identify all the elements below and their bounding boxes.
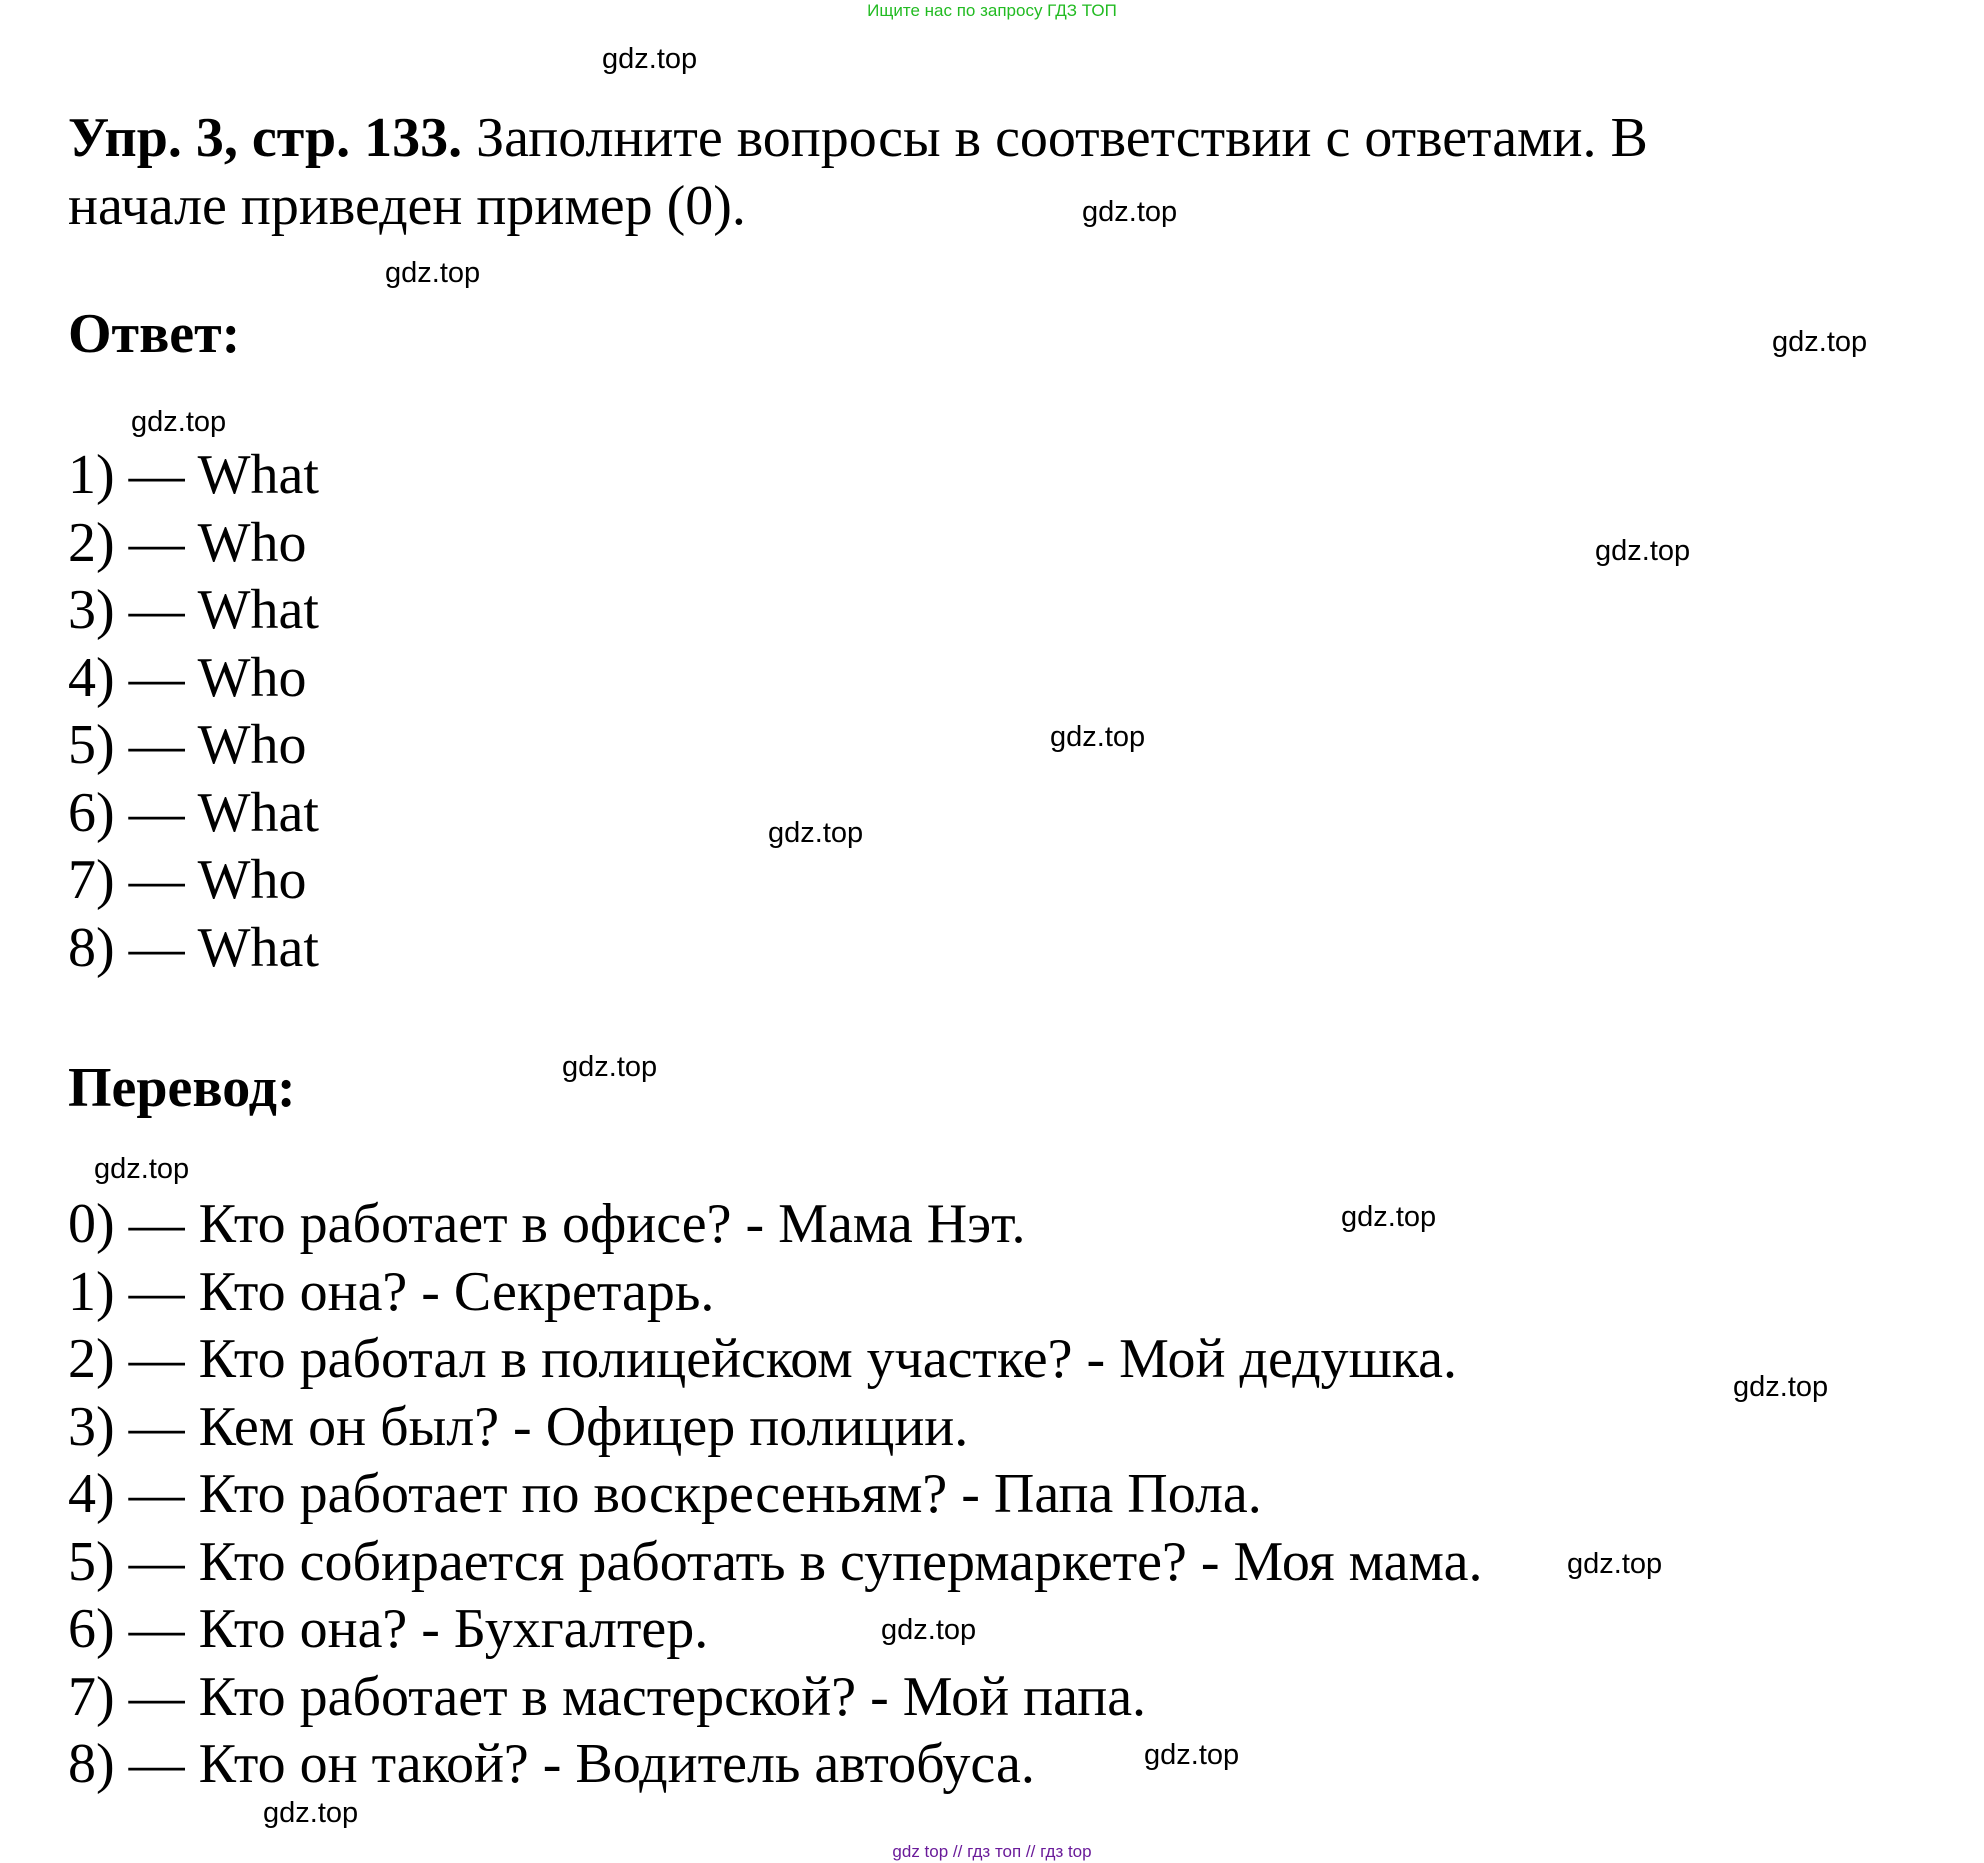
translation-item: 7) — Кто работает в мастерской? - Мой папа. [68, 1665, 1147, 1728]
translation-item: 6) — Кто она? - Бухгалтер. [68, 1598, 709, 1660]
translation-item: 5) — Кто собирается работать в супермаркете? - Моя мама. [68, 1530, 1483, 1593]
watermark: gdz.top [768, 817, 864, 849]
answer-list [68, 442, 319, 982]
translation-item: 4) — Кто работает по воскресеньям? - Папа Пола. [68, 1463, 1262, 1525]
exercise-number: Упр. 3, стр. 133. [68, 107, 463, 169]
top-banner: Ищите нас по запросу ГДЗ ТОП [867, 1, 1117, 20]
watermark: gdz.top [1050, 721, 1146, 753]
translation-item: 0) — Кто работает в офисе? - Мама Нэт. [68, 1193, 1026, 1255]
translation-list [68, 1191, 1482, 1799]
answer-title: Ответ: [68, 303, 241, 365]
translation-item: 3) — Кем он был? - Офицер полиции. [68, 1395, 969, 1458]
answer-item: 3) — What [68, 579, 319, 641]
translation-item: 1) — Кто она? - Секретарь. [68, 1260, 715, 1323]
watermark: gdz.top [1341, 1201, 1437, 1233]
watermark: gdz.top [131, 406, 227, 438]
watermark: gdz.top [602, 43, 698, 75]
answer-item: 8) — What [68, 916, 319, 979]
watermark: gdz.top [562, 1051, 658, 1083]
answer-item: 6) — What [68, 781, 319, 844]
answer-item: 2) — Who [68, 511, 307, 574]
answer-item: 7) — Who [68, 849, 307, 911]
answer-item: 1) — What [68, 444, 319, 506]
translation-item: 2) — Кто работал в полицейском участке? - Мой дедушка. [68, 1328, 1457, 1390]
watermark: gdz.top [1567, 1548, 1663, 1580]
answer-item: 4) — Who [68, 646, 307, 709]
footer-watermark: gdz top // гдз топ // гдз top [892, 1842, 1092, 1861]
watermark: gdz.top [1772, 326, 1868, 358]
watermark: gdz.top [94, 1153, 190, 1185]
exercise-instruction: Заполните вопросы в соответствии с ответами. В начале приведен пример (0). [68, 107, 1648, 237]
watermark: gdz.top [881, 1614, 977, 1646]
watermark: gdz.top [263, 1797, 359, 1829]
answer-item: 5) — Who [68, 714, 307, 776]
watermark: gdz.top [1595, 535, 1691, 567]
watermark: gdz.top [1144, 1739, 1240, 1771]
exercise-heading [68, 104, 1748, 240]
watermark: gdz.top [1733, 1371, 1829, 1403]
translation-title: Перевод: [68, 1057, 296, 1119]
watermark: gdz.top [1082, 196, 1178, 228]
watermark: gdz.top [385, 257, 481, 289]
translation-item: 8) — Кто он такой? - Водитель автобуса. [68, 1733, 1035, 1795]
